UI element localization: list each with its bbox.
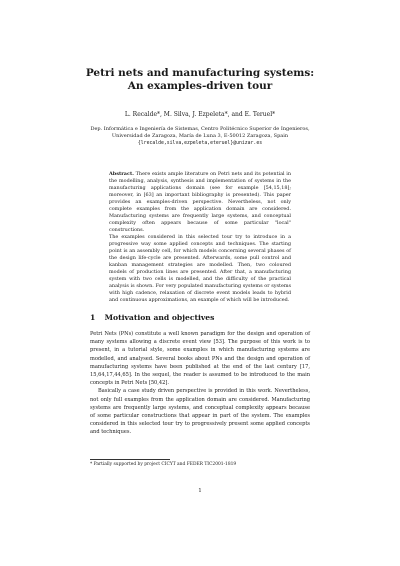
section-heading [90, 313, 310, 323]
footnote: * Partially supported by project CICYT and FEDER TIC2001-1819 [90, 462, 237, 467]
author-list: L. Recalde*, M. Silva, J. Ezpeleta*, and E. Teruel* [124, 111, 276, 118]
paper-title [60, 67, 340, 93]
page-number: 1 [198, 488, 202, 494]
title-line-2: An examples-driven tour [127, 80, 273, 92]
author-emails: {lrecalde,silva,ezpeleta,eteruel}@unizar.es [137, 141, 263, 146]
affiliation-line-1: Dep. Informática e Ingeniería de Sistemas, Centro Politécnico Superior de Ingenieros, [90, 126, 310, 132]
abstract [109, 171, 291, 304]
footnote-rule [90, 459, 170, 460]
title-line-1: Petri nets and manufacturing systems: [85, 67, 315, 79]
body-paragraph-1: Petri Nets (PNs) constitute a well known paradigm for the design and operation of many systems allowing a discrete event view [53]. The purpose of this work is to present, in a tutorial style, some examples in which manufacturing systems are modelled, and analysed. Several books about PNs and the design and operation of manufacturing systems have been published at the end of the last century [17, 15,64,17,44,65]. In the sequel, the reader is assumed to be introduced to the main concepts in Petri Nets [50,42]. [90, 331, 310, 387]
abstract-paragraph-1 [109, 171, 291, 234]
abstract-paragraph-2: The examples considered in this selected tour try to introduce in a progressive way some applied concepts and techniques. The starting point is an assembly cell, for which models concerning several phases of the design life-cycle are presented. Afterwards, some pull control and kanban management strategies are modelled. Then, two coloured models of production lines are presented. After that, a manufacturing system with two cells is modelled, and the difficulty of the practical analysis is shown. For very populated manufacturing systems or systems with high cadence, relaxation of discrete event models leads to hybrid and continuous approximations, an example of which will be introduced. [109, 234, 291, 303]
abstract-label: Abstract. [109, 171, 134, 177]
section-title: Motivation and objectives [104, 313, 215, 322]
affiliation-line-2: Universidad de Zaragoza, María de Luna 3, E-50012 Zaragoza, Spain [111, 133, 289, 139]
abstract-text-1: There exists ample literature on Petri nets and its potential in the modelling, analysis, synthesis and implementation of systems in the manufacturing applications domain (see for example [54,15,18]; moreover, in [63] an important bibliography is presented). This paper provides an examples-driven perspective. Nevertheless, not only complete examples from the application domain are considered. Manufacturing systems are frequently large systems, and conceptual complexity often appears because of some particular "local" constructions. [109, 171, 291, 233]
body-paragraph-2: Basically a case study driven perspective is provided in this work. Nevertheless, not only full examples from the application domain are considered. Manufacturing systems are frequently large systems, and conceptual complexity appears because of some particular constructions that appear in part of the system. The examples considered in this selected tour try to progressively present some applied concepts and techniques. [90, 388, 310, 436]
section-body [90, 330, 310, 437]
section-number: 1 [90, 313, 96, 322]
affiliation-block [60, 126, 340, 147]
